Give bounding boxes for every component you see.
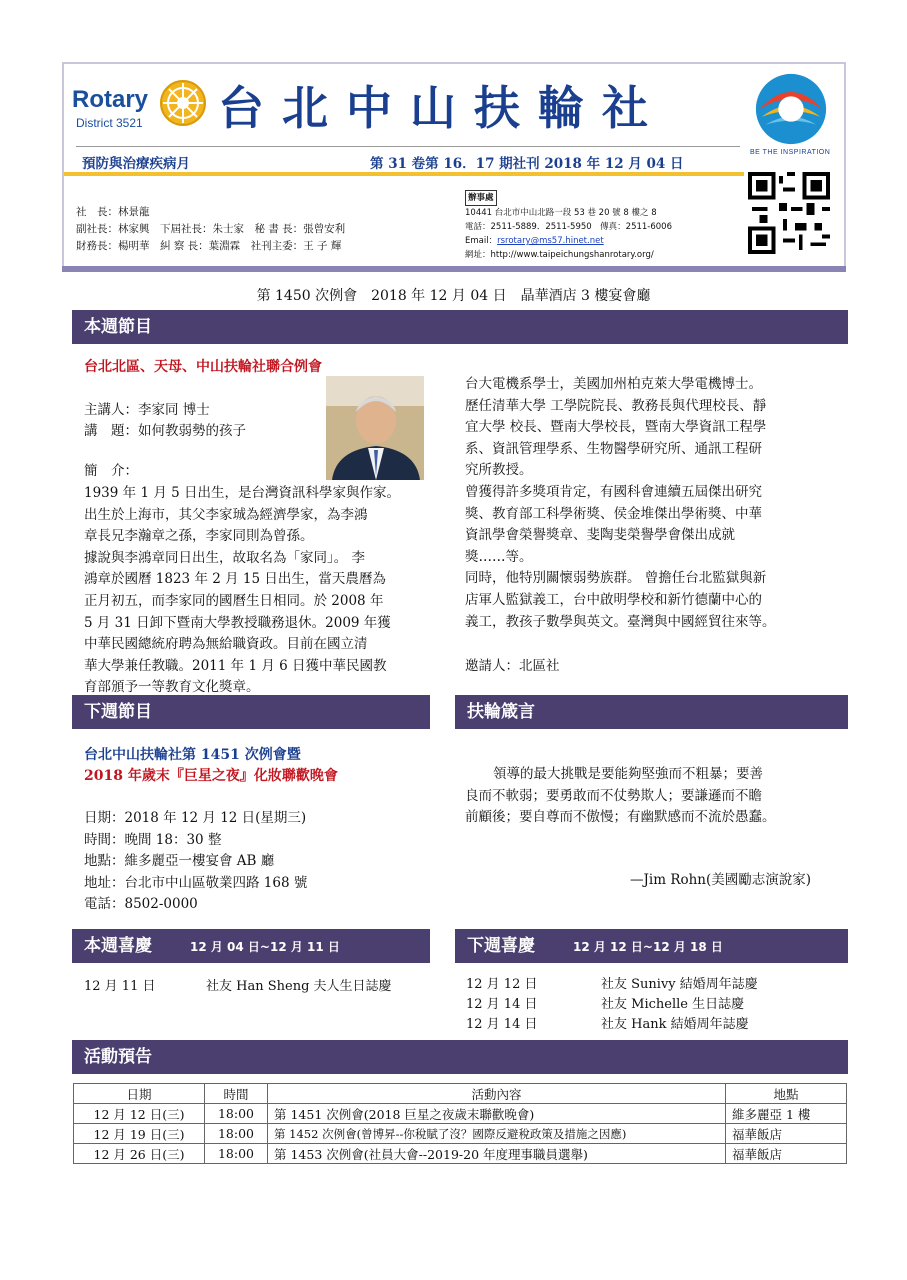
officer-row: 財務長：楊明華 糾 察 長：葉淵霖 社刊主委：王 子 輝	[76, 240, 342, 252]
inspiration-tagline: BE THE INSPIRATION	[750, 149, 831, 156]
celebration-desc: 社友 Hank 結婚周年誌慶	[601, 1017, 749, 1032]
bio-line: 出生於上海市，其父李家珹為經濟學家，為李鴻	[84, 506, 368, 523]
motto-text	[465, 764, 845, 829]
bio-line: 究所教授。	[465, 462, 533, 479]
web-link[interactable]: 網址：http://www.taipeichungshanrotary.org/	[465, 250, 654, 260]
celebration-range: 12 月 12 日~12 月 18 日	[573, 940, 723, 954]
bio-line: 義工，教孩子數學與英文。臺灣與中國經貿往來等。	[465, 613, 776, 630]
be-the-inspiration-logo-icon	[752, 70, 830, 148]
section-next-week-program: 下週節目	[72, 695, 430, 729]
activity-date: 12 月 12 日(三)	[74, 1104, 205, 1124]
activity-time: 18:00	[205, 1124, 268, 1144]
club-title: 台北中山扶輪社	[218, 81, 666, 135]
next-program-place: 地點：維多麗亞一樓宴會 AB 廳	[84, 853, 275, 870]
celebration-item	[466, 975, 758, 995]
activity-content: 第 1451 次例會(2018 巨星之夜歲末聯歡晚會)	[268, 1104, 726, 1124]
bio-line: 正月初五，而李家同的國曆生日相同。於 2008 年	[84, 592, 384, 609]
motto-line: 良而不軟弱；要勇敢而不仗勢欺人；要謙遜而不瞻	[465, 787, 762, 804]
next-program-phone: 電話：8502-0000	[84, 896, 198, 913]
office-label: 辦事處	[465, 190, 497, 206]
bio-line: 育部頒予一等教育文化獎章。	[84, 679, 260, 696]
bio-line: 華大學兼任教職。2011 年 1 月 6 日獲中華民國教	[84, 657, 387, 674]
celebration-item	[466, 995, 758, 1015]
qr-code-icon	[748, 172, 830, 254]
celebration-desc: 社友 Sunivy 結婚周年誌慶	[601, 977, 758, 992]
activity-location: 福華飯店	[726, 1124, 847, 1144]
activity-time: 18:00	[205, 1144, 268, 1164]
bio-line: 獎……等。	[465, 548, 533, 565]
table-row	[74, 1124, 847, 1144]
column-header: 活動內容	[268, 1084, 726, 1104]
speaker-name: 主講人：李家同 博士	[84, 402, 210, 418]
section-activities: 活動預告	[72, 1040, 848, 1074]
next-program-date: 日期：2018 年 12 月 12 日(星期三)	[84, 810, 307, 826]
office-address: 10441 台北市中山北路一段 53 巷 20 號 8 樓之 8	[465, 208, 657, 218]
district-label: District 3521	[76, 116, 143, 130]
bio-line: 鴻章於國曆 1823 年 2 月 15 日出生，當天農曆為	[84, 571, 386, 588]
officer-row: 社 長：林景龍	[76, 206, 150, 218]
bio-line: 5 月 31 日卸下暨南大學教授職務退休。2009 年獲	[84, 614, 391, 631]
celebration-range: 12 月 04 日~12 月 11 日	[190, 940, 340, 954]
activity-date: 12 月 26 日(三)	[74, 1144, 205, 1164]
activity-time: 18:00	[205, 1104, 268, 1124]
celebration-list	[466, 975, 758, 1035]
month-theme: 預防與治療疾病月	[82, 156, 190, 172]
activity-location: 維多麗亞 1 樓	[726, 1104, 847, 1124]
motto-line: 前顧後；要自尊而不傲慢；有幽默感而不流於愚蠢。	[465, 809, 776, 826]
bio-line: 據說與李鴻章同日出生，故取名為「家同」。 李	[84, 549, 366, 566]
bio-line: 台大電機系學士，美國加州柏克萊大學電機博士。	[465, 376, 762, 392]
motto-line: 領導的最大挑戰是要能夠堅強而不粗暴；要善	[493, 766, 763, 782]
celebration-date: 12 月 11 日	[84, 979, 156, 994]
meeting-info: 第 1450 次例會 2018 年 12 月 04 日 晶華酒店 3 樓宴會廳	[256, 288, 651, 304]
section-this-week-celebrations	[72, 929, 430, 963]
celebration-desc: 社友 Han Sheng 夫人生日誌慶	[206, 979, 392, 994]
bio-line: 章長兄李瀚章之孫，李家同則為曾孫。	[84, 528, 314, 545]
bio-right-column	[465, 374, 845, 633]
header-rule	[76, 146, 740, 147]
rotary-logo-text: Rotary	[72, 86, 149, 113]
masthead-bottom-band	[62, 266, 846, 272]
bio-line: 店軍人監獄義工，台中啟明學校和新竹德蘭中心的	[465, 591, 762, 608]
celebration-heading: 本週喜慶	[84, 936, 152, 956]
celebration-heading: 下週喜慶	[467, 936, 535, 956]
office-info	[465, 190, 672, 262]
next-program-subtitle: 2018 年歲末『巨星之夜』化妝聯歡晚會	[84, 768, 338, 784]
table-row	[74, 1104, 847, 1124]
motto-author: —Jim Rohn(美國勵志演說家)	[630, 872, 812, 888]
activity-location: 福華飯店	[726, 1144, 847, 1164]
speaker-topic: 講 題：如何教弱勢的孩子	[84, 423, 246, 439]
email-label: Email：	[465, 236, 498, 246]
speaker-photo	[326, 376, 424, 480]
next-program-address: 地址：台北市中山區敬業四路 168 號	[84, 874, 308, 891]
bio-left-column	[84, 483, 436, 699]
column-header: 時間	[205, 1084, 268, 1104]
intro-label: 簡 介：	[84, 463, 138, 479]
officer-row: 副社長：林家興 下屆社長：朱士家 秘 書 長：張曾安利	[76, 223, 346, 235]
office-phone: 電話：2511-5889．2511-5950 傳真：2511-6006	[465, 222, 672, 232]
celebration-date: 12 月 14 日	[466, 997, 538, 1012]
gold-band	[64, 172, 744, 176]
bio-line: 同時，他特別關懷弱勢族群。 曾擔任台北監獄與新	[465, 570, 767, 587]
column-header: 地點	[726, 1084, 847, 1104]
next-program-time: 時間：晚間 18：30 整	[84, 831, 222, 848]
table-header-row	[74, 1084, 847, 1104]
next-program-details	[84, 808, 307, 916]
issue-line: 第 31 卷第 16．17 期社刊 2018 年 12 月 04 日	[370, 156, 684, 172]
email-link[interactable]: rsrotary@ms57.hinet.net	[497, 236, 604, 246]
bio-line: 1939 年 1 月 5 日出生，是台灣資訊科學家與作家。	[84, 485, 400, 501]
section-next-week-celebrations	[455, 929, 848, 963]
activity-date: 12 月 19 日(三)	[74, 1124, 205, 1144]
bio-line: 資訊學會榮譽獎章、斐陶斐榮譽學會傑出成就	[465, 527, 735, 544]
bio-line: 曾獲得許多獎項肯定，有國科會連續五屆傑出研究	[465, 483, 762, 500]
bio-line: 獎、教育部工科學術獎、侯金堆傑出學術獎、中華	[465, 505, 762, 522]
program-title: 台北北區、天母、中山扶輪社聯合例會	[84, 359, 322, 375]
section-rotary-motto: 扶輪箴言	[455, 695, 848, 729]
next-program-title: 台北中山扶輪社第 1451 次例會暨	[84, 747, 301, 763]
activity-content: 第 1452 次例會(曾博昇--你稅賦了沒？國際反避稅政策及措施之因應)	[268, 1124, 726, 1144]
celebration-item	[466, 1015, 758, 1035]
officer-list	[76, 204, 345, 255]
rotary-wheel-icon	[158, 78, 208, 128]
celebration-item	[84, 975, 392, 994]
bio-line: 系、資訊管理學系、生物醫學研究所、通訊工程研	[465, 440, 762, 457]
column-header: 日期	[74, 1084, 205, 1104]
inviter: 邀請人：北區社	[465, 658, 560, 674]
celebration-date: 12 月 14 日	[466, 1017, 538, 1032]
celebration-desc: 社友 Michelle 生日誌慶	[601, 997, 745, 1012]
activity-content: 第 1453 次例會(社員大會--2019-20 年度理事職員選舉)	[268, 1144, 726, 1164]
table-row	[74, 1144, 847, 1164]
section-this-week-program: 本週節目	[72, 310, 848, 344]
bio-line: 歷任清華大學 工學院院長、教務長與代理校長、靜	[465, 397, 767, 414]
celebration-date: 12 月 12 日	[466, 977, 538, 992]
activities-table	[73, 1083, 847, 1164]
bio-line: 宜大學 校長、暨南大學校長，暨南大學資訊工程學	[465, 419, 767, 436]
bio-line: 中華民國總統府聘為無給職資政。目前在國立清	[84, 636, 368, 653]
